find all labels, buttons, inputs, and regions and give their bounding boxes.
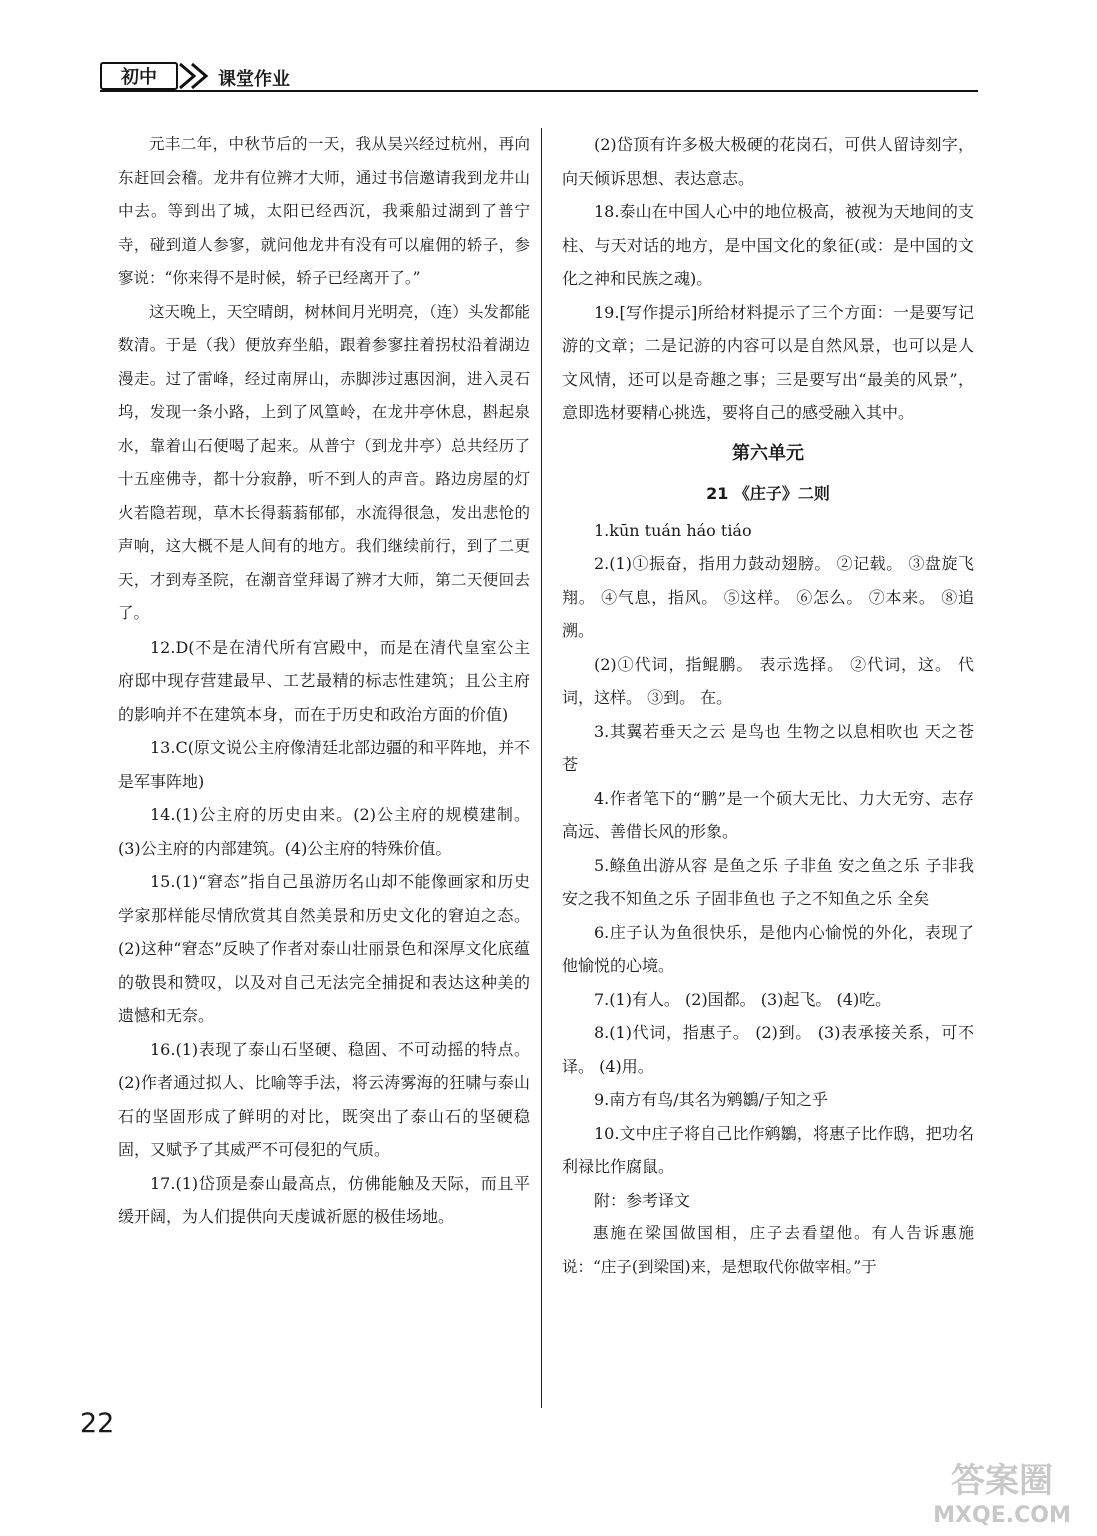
answer-7: 7.(1)有人。 (2)国都。 (3)起飞。 (4)吃。	[594, 989, 892, 1009]
answer-4: 4.作者笔下的“鹏”是一个硕大无比、力大无穷、志存高远、善借长风的形象。	[562, 788, 974, 841]
series-title: 课堂作业	[218, 69, 290, 90]
answer-2-part2: (2)①代词，指鲲鹏。 表示选择。 ②代词，这。 代词，这样。 ③到。 在。	[562, 654, 974, 707]
translation-paragraph: 这天晚上，天空晴朗，树林间月光明亮，（连）头发都能数清。于是（我）便放弃坐船，跟着参寥拄着拐杖沿着湖边漫走。过了雷峰，经过南屏山，赤脚涉过惠因涧，进入灵石坞，发现一条小路，上到了风篁岭，在龙井亭休息，斟起泉水，靠着山石便喝了起来。从普宁（到龙井亭）总共经历了十五座佛寺，都十分寂静，听不到人的声音。路边房屋的灯火若隐若现，草木长得蓊蓊郁郁，水流得很急，发出悲怆的声响，这大概不是人间有的地方。我们继续前行，到了二更天，才到寿圣院，在潮音堂拜谒了辨才大师，第二天便回去了。	[118, 302, 530, 622]
double-chevron-icon	[174, 60, 222, 92]
answer-15: 15.(1)“窘态”指自己虽游历名山却不能像画家和历史学家那样能尽情欣赏其自然美景和历史文化的窘迫之态。 (2)这种“窘态”反映了作者对泰山壮丽景色和深厚文化底蕴的敬畏和赞叹，以及对自己无法完全捕捉和表达这种美的遗憾和无奈。	[118, 872, 530, 1025]
watermark-url: MXQE.COM	[933, 1503, 1071, 1528]
unit-title: 第六单元	[732, 442, 804, 464]
answer-8: 8.(1)代词，指惠子。 (2)到。 (3)表承接关系，可不译。 (4)用。	[562, 1023, 974, 1076]
answer-19: 19.[写作提示]所给材料提示了三个方面：一是要写记游的文章；二是记游的内容可以是自然风景，也可以是人文风情，还可以是奇趣之事；三是要写出“最美的风景”，意即选材要精心挑选，要将自己的感受融入其中。	[562, 302, 974, 422]
answer-18: 18.泰山在中国人心中的地位极高，被视为天地间的支柱、与天对话的地方，是中国文化的象征(或：是中国的文化之神和民族之魂)。	[562, 202, 974, 288]
answer-17-part2: (2)岱顶有许多极大极硬的花岗石，可供人留诗刻字，向天倾诉思想、表达意志。	[562, 135, 974, 188]
grade-tag: 初中	[100, 62, 178, 90]
header-rule	[100, 90, 978, 92]
answer-10: 10.文中庄子将自己比作鹓鶵，将惠子比作鸱，把功名利禄比作腐鼠。	[562, 1123, 974, 1176]
answer-9: 9.南方有鸟/其名为鹓鶵/子知之乎	[594, 1090, 829, 1109]
answer-6: 6.庄子认为鱼很快乐，是他内心愉悦的外化，表现了他愉悦的心境。	[562, 922, 974, 975]
lesson-title: 21 《庄子》二则	[706, 483, 830, 503]
watermark-text: 答案圈	[951, 1461, 1053, 1501]
right-column	[562, 128, 974, 1284]
page-number: 22	[80, 1408, 115, 1439]
answer-2-part1: 2.(1)①振奋，指用力鼓动翅膀。 ②记载。 ③盘旋飞翔。 ④气息，指风。 ⑤这样。 ⑥怎么。 ⑦本来。 ⑧追溯。	[562, 554, 974, 640]
page-header	[100, 60, 978, 92]
column-divider	[541, 128, 542, 1408]
answer-16: 16.(1)表现了泰山石坚硬、稳固、不可动摇的特点。 (2)作者通过拟人、比喻等手法，将云涛雾海的狂啸与泰山石的坚固形成了鲜明的对比，既突出了泰山石的坚硬稳固，又赋予了其威严不可侵犯的气质。	[118, 1039, 530, 1159]
answer-12: 12.D(不是在清代所有宫殿中，而是在清代皇室公主府邸中现存营建最早、工艺最精的标志性建筑；且公主府的影响并不在建筑本身，而在于历史和政治方面的价值)	[118, 637, 530, 724]
left-column	[118, 128, 530, 1234]
answer-5: 5.鲦鱼出游从容 是鱼之乐 子非鱼 安之鱼之乐 子非我 安之我不知鱼之乐 子固非鱼也 子之不知鱼之乐 全矣	[562, 855, 974, 908]
translation-paragraph: 元丰二年，中秋节后的一天，我从吴兴经过杭州，再向东赶回会稽。龙井有位辨才大师，通过书信邀请我到龙井山中去。等到出了城，太阳已经西沉，我乘船过湖到了普宁寺，碰到道人参寥，就问他龙井有没有可以雇佣的轿子，参寥说：“你来得不是时候，轿子已经离开了。”	[118, 135, 530, 287]
answer-3: 3.其翼若垂天之云 是鸟也 生物之以息相吹也 天之苍苍	[562, 721, 974, 774]
answer-14: 14.(1)公主府的历史由来。(2)公主府的规模建制。(3)公主府的内部建筑。(4)公主府的特殊价值。	[118, 805, 530, 858]
appendix-label: 附：参考译文	[594, 1190, 691, 1210]
reference-translation: 惠施在梁国做国相，庄子去看望他。有人告诉惠施说：“庄子(到梁国)来，是想取代你做宰相。”于	[562, 1224, 974, 1276]
answer-1: 1.kūn tuán háo tiáo	[594, 520, 752, 540]
watermark-logo	[922, 1452, 1082, 1530]
answer-13: 13.C(原文说公主府像清廷北部边疆的和平阵地，并不是军事阵地)	[118, 738, 530, 791]
answer-17-part1: 17.(1)岱顶是泰山最高点，仿佛能触及天际，而且平缓开阔，为人们提供向天虔诚祈愿的极佳场地。	[118, 1173, 530, 1226]
